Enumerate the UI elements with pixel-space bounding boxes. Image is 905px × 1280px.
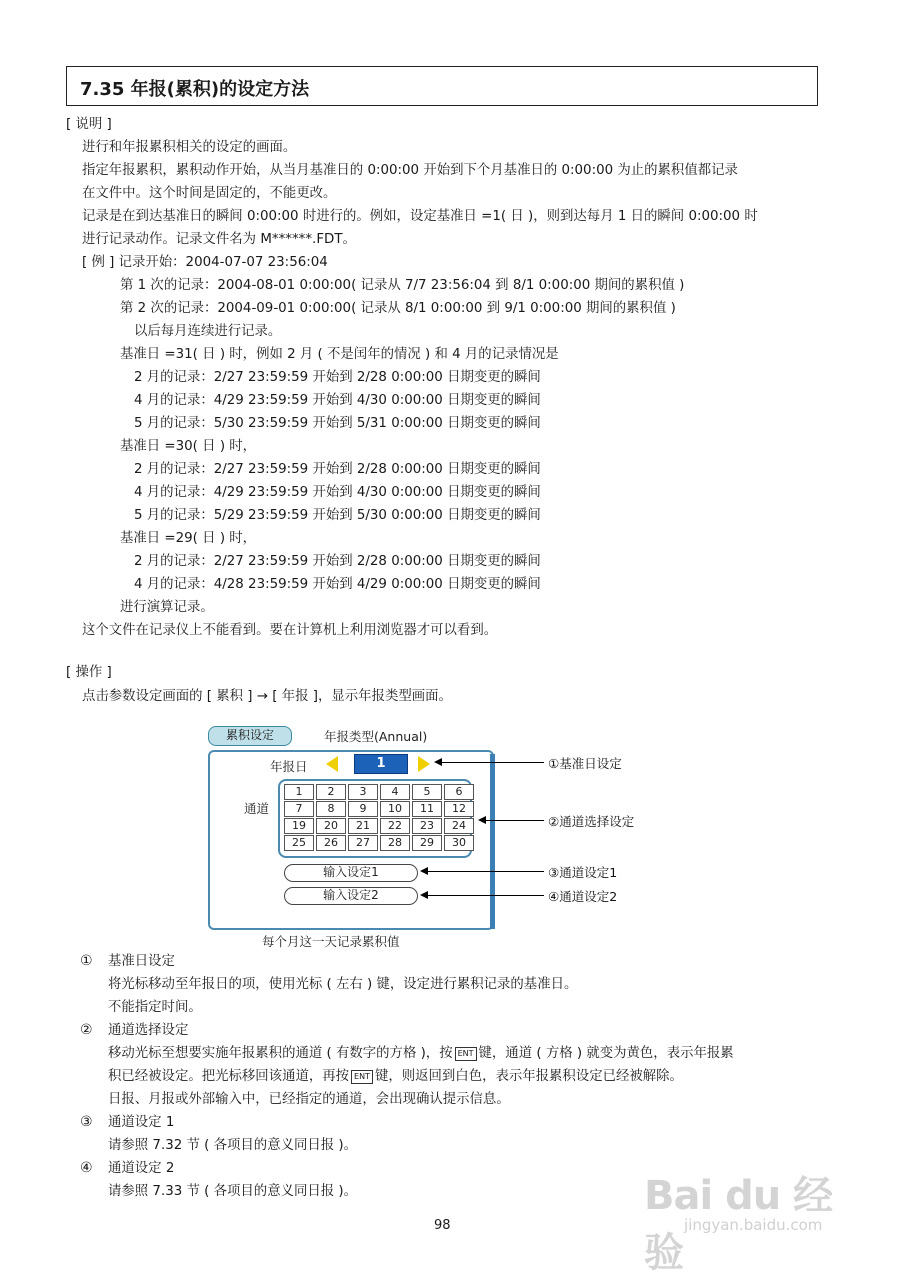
channel-cell[interactable]: 9 (348, 801, 378, 817)
item-4-title: 通道设定 2 (108, 1161, 175, 1176)
item-2-line (108, 1068, 683, 1086)
case30-line: 2 月的记录：2/27 23:59:59 开始到 2/28 0:00:00 日期变更的瞬间 (134, 462, 541, 477)
channel-cell[interactable]: 21 (348, 818, 378, 834)
item-1-number: ① (80, 953, 93, 969)
channel-cell[interactable]: 29 (412, 835, 442, 851)
explain-label: [ 说明 ] (66, 117, 112, 132)
channel-cell[interactable]: 8 (316, 801, 346, 817)
item-2-text: 键，则返回到白色，表示年报累积设定已经被解除。 (374, 1069, 683, 1084)
explain-line: 进行和年报累积相关的设定的画面。 (82, 140, 297, 155)
item-2-title: 通道选择设定 (108, 1023, 189, 1038)
leader-arrow-icon (478, 816, 486, 824)
channel-cell[interactable]: 6 (444, 784, 474, 800)
item-1-line: 将光标移动至年报日的项，使用光标 ( 左右 ) 键，设定进行累积记录的基准日。 (108, 977, 578, 992)
leader-line (426, 871, 544, 872)
section-title-box (66, 66, 818, 106)
channel-cell[interactable]: 27 (348, 835, 378, 851)
case30-line: 4 月的记录：4/29 23:59:59 开始到 4/30 0:00:00 日期变更的瞬间 (134, 485, 541, 500)
leader-arrow-icon (434, 758, 442, 766)
item-2-text: 键，通道 ( 方格 ) 就变为黄色，表示年报累 (478, 1046, 734, 1061)
screen-title: 年报类型(Annual) (324, 729, 428, 744)
case31-head: 基准日 =31( 日 ) 时，例如 2 月 ( 不是闰年的情况 ) 和 4 月的记录情况是 (120, 347, 559, 362)
channel-cell[interactable]: 7 (284, 801, 314, 817)
case31-line: 2 月的记录：2/27 23:59:59 开始到 2/28 0:00:00 日期变更的瞬间 (134, 370, 541, 385)
leader-line (484, 820, 544, 821)
leader-arrow-icon (420, 891, 428, 899)
channel-cell[interactable]: 20 (316, 818, 346, 834)
annual-settings-screen (204, 724, 496, 948)
operation-label: [ 操作 ] (66, 665, 112, 680)
case31-line: 5 月的记录：5/30 23:59:59 开始到 5/31 0:00:00 日期变更的瞬间 (134, 416, 541, 431)
channel-cell[interactable]: 24 (444, 818, 474, 834)
case31-line: 4 月的记录：4/29 23:59:59 开始到 4/30 0:00:00 日期变更的瞬间 (134, 393, 541, 408)
ent-key-icon: ENT (351, 1070, 373, 1084)
page-number: 98 (434, 1218, 451, 1233)
day-label: 年报日 (270, 759, 308, 774)
item-4-number: ④ (80, 1160, 93, 1176)
item-3-line: 请参照 7.32 节 ( 各项目的意义同日报 )。 (108, 1138, 358, 1153)
arrow-right-icon[interactable] (418, 756, 430, 772)
channel-grid (278, 779, 472, 858)
channel-cell[interactable]: 26 (316, 835, 346, 851)
item-2-line: 日报、月报或外部输入中，已经指定的通道，会出现确认提示信息。 (108, 1092, 510, 1107)
callout-3: ③通道设定1 (548, 865, 618, 880)
item-3-title: 通道设定 1 (108, 1115, 175, 1130)
watermark (640, 1150, 860, 1276)
channel-cell[interactable]: 2 (316, 784, 346, 800)
example-line: 第 2 次的记录：2004-09-01 0:00:00( 记录从 8/1 0:00:00 到 9/1 0:00:00 期间的累积值 ) (120, 301, 676, 316)
channel-cell[interactable]: 19 (284, 818, 314, 834)
scrollbar[interactable] (490, 754, 495, 929)
explain-line: 记录是在到达基准日的瞬间 0:00:00 时进行的。例如，设定基准日 =1( 日 )，则到达每月 1 日的瞬间 0:00:00 时 (82, 209, 758, 224)
case30-head: 基准日 =30( 日 ) 时， (120, 439, 257, 454)
channel-cell[interactable]: 1 (284, 784, 314, 800)
monthly-note: 以后每月连续进行记录。 (134, 324, 282, 339)
day-value-field[interactable]: 1 (354, 754, 408, 774)
channel-cell[interactable]: 23 (412, 818, 442, 834)
item-4-line: 请参照 7.33 节 ( 各项目的意义同日报 )。 (108, 1184, 358, 1199)
explain-line: 进行记录动作。记录文件名为 M******.FDT。 (82, 232, 356, 247)
item-1-line: 不能指定时间。 (108, 1000, 202, 1015)
item-2-line (108, 1045, 734, 1063)
item-2-text: 移动光标至想要实施年报累积的通道 ( 有数字的方格 )，按 (108, 1046, 453, 1061)
channel-cell[interactable]: 12 (444, 801, 474, 817)
operation-text: 点击参数设定画面的 [ 累积 ] → [ 年报 ]，显示年报类型画面。 (82, 689, 452, 704)
channel-cell[interactable]: 22 (380, 818, 410, 834)
callout-4: ④通道设定2 (548, 889, 618, 904)
arrow-left-icon[interactable] (326, 756, 338, 772)
channel-cell[interactable]: 10 (380, 801, 410, 817)
item-2-number: ② (80, 1022, 93, 1038)
item-3-number: ③ (80, 1114, 93, 1130)
section-title: 7.35 年报(累积)的设定方法 (80, 79, 310, 100)
channel-grid-inner (284, 784, 466, 851)
callout-2: ②通道选择设定 (548, 814, 635, 829)
case29-line: 2 月的记录：2/27 23:59:59 开始到 2/28 0:00:00 日期变更的瞬间 (134, 554, 541, 569)
explain-line: 在文件中。这个时间是固定的，不能更改。 (82, 186, 337, 201)
ent-key-icon: ENT (455, 1047, 477, 1061)
watermark-brand: Bai du 经验 (644, 1173, 833, 1276)
channel-cell[interactable]: 11 (412, 801, 442, 817)
input-setting-1-button[interactable]: 输入设定1 (284, 864, 418, 882)
channel-cell[interactable]: 4 (380, 784, 410, 800)
tab-cumulative-settings[interactable]: 累积设定 (208, 726, 292, 746)
leader-line (440, 762, 544, 763)
channel-cell[interactable]: 25 (284, 835, 314, 851)
channel-cell[interactable]: 30 (444, 835, 474, 851)
channel-cell[interactable]: 5 (412, 784, 442, 800)
input-setting-2-button[interactable]: 输入设定2 (284, 887, 418, 905)
calc-note: 进行演算记录。 (120, 600, 214, 615)
channel-cell[interactable]: 28 (380, 835, 410, 851)
file-note: 这个文件在记录仪上不能看到。要在计算机上利用浏览器才可以看到。 (82, 623, 498, 638)
channel-cell[interactable]: 3 (348, 784, 378, 800)
screen-footer: 每个月这一天记录累积值 (262, 934, 400, 949)
example-line: 第 1 次的记录：2004-08-01 0:00:00( 记录从 7/7 23:56:04 到 8/1 0:00:00 期间的累积值 ) (120, 278, 685, 293)
channel-label: 通道 (244, 801, 270, 816)
leader-arrow-icon (420, 867, 428, 875)
item-2-text: 积已经被设定。把光标移回该通道，再按 (108, 1069, 350, 1084)
case30-line: 5 月的记录：5/29 23:59:59 开始到 5/30 0:00:00 日期变更的瞬间 (134, 508, 541, 523)
example-head: [ 例 ] 记录开始：2004-07-07 23:56:04 (82, 255, 328, 270)
case29-line: 4 月的记录：4/28 23:59:59 开始到 4/29 0:00:00 日期变更的瞬间 (134, 577, 541, 592)
leader-line (426, 895, 544, 896)
case29-head: 基准日 =29( 日 ) 时， (120, 531, 257, 546)
item-1-title: 基准日设定 (108, 954, 175, 969)
callout-1: ①基准日设定 (548, 756, 622, 771)
watermark-url: jingyan.baidu.com (684, 1216, 823, 1234)
explain-line: 指定年报累积，累积动作开始，从当月基准日的 0:00:00 开始到下个月基准日的 0:00:00 为止的累积值都记录 (82, 163, 738, 178)
